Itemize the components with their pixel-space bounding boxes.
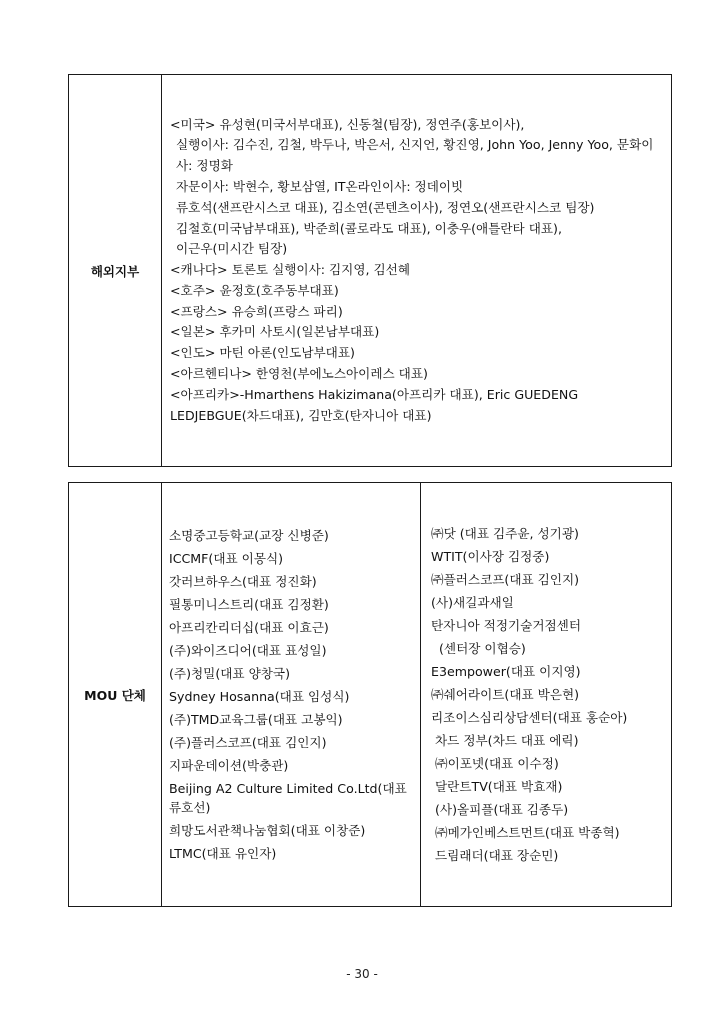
mou-item: (사)새길과새일: [431, 595, 514, 610]
mou-item: ㈜플러스코프(대표 김인지): [431, 572, 580, 587]
overseas-line: <아프리카>-Hmarthens Hakizimana(아프리카 대표), Eric GUEDENG LEDJEBGUE(차드대표), 김만호(탄자니아 대표): [170, 386, 579, 423]
mou-item: ㈜닷 (대표 김주윤, 성기광): [431, 526, 579, 541]
mou-item: 리조이스심리상담센터(대표 홍순아): [431, 710, 628, 725]
mou-item: Sydney Hosanna(대표 임성식): [169, 689, 350, 704]
mou-table: [68, 482, 672, 907]
mou-item: 희망도서관책나눔협회(대표 이창준): [169, 823, 366, 838]
mou-item: ㈜쉐어라이트(대표 박은현): [431, 687, 580, 702]
mou-item: 탄자니아 적정기술거점센터: [431, 618, 581, 633]
mou-left-column: [162, 483, 421, 907]
overseas-line: 김철호(미국남부대표), 박준희(콜로라도 대표), 이충우(애틀란타 대표),: [176, 220, 562, 236]
overseas-line: <미국> 유성현(미국서부대표), 신동철(팀장), 정연주(홍보이사),: [170, 116, 525, 132]
overseas-line: <일본> 후카미 사토시(일본남부대표): [170, 324, 380, 340]
overseas-line: <인도> 마틴 아론(인도남부대표): [170, 345, 355, 361]
mou-item: 차드 정부(차드 대표 에릭): [431, 733, 579, 748]
mou-item: (센터장 이협승): [431, 641, 526, 656]
mou-item: 갓러브하우스(대표 정진화): [169, 574, 317, 589]
mou-item: (주)와이즈디어(대표 표성일): [169, 643, 327, 658]
mou-right-column: [421, 483, 672, 907]
page-number: - 30 -: [346, 967, 378, 981]
mou-item: 소명중고등학교(교장 신병준): [169, 528, 329, 543]
overseas-content: [162, 75, 672, 467]
mou-item: 달란트TV(대표 박효재): [431, 779, 563, 794]
mou-item: (주)청밀(대표 양창국): [169, 666, 290, 681]
mou-item: 드림래더(대표 장순민): [431, 848, 559, 863]
mou-item: ICCMF(대표 이몽식): [169, 551, 284, 566]
overseas-label: 해외지부: [69, 75, 162, 467]
overseas-line: <아르헨티나> 한영천(부에노스아이레스 대표): [170, 366, 428, 382]
overseas-line: <호주> 윤정호(호주동부대표): [170, 282, 339, 298]
mou-item: 아프리칸리더십(대표 이효근): [169, 620, 329, 635]
mou-item: (주)플러스코프(대표 김인지): [169, 735, 327, 750]
overseas-line: <프랑스> 유승희(프랑스 파리): [170, 303, 343, 319]
mou-item: (주)TMD교육그룹(대표 고봉익): [169, 712, 343, 727]
overseas-line: 자문이사: 박현수, 황보삼열, IT온라인이사: 정데이빗: [176, 178, 464, 194]
overseas-line: 실행이사: 김수진, 김철, 박두나, 박은서, 신지언, 황진영, John Yoo, Jenny Yoo, 문화이사: 정명화: [176, 137, 654, 174]
mou-item: ㈜이포넷(대표 이수정): [431, 756, 559, 771]
mou-label: MOU 단체: [69, 483, 162, 907]
mou-item: Beijing A2 Culture Limited Co.Ltd(대표 류호선): [169, 781, 407, 815]
mou-item: LTMC(대표 유인자): [169, 846, 277, 861]
mou-item: (사)올피플(대표 김종두): [431, 802, 569, 817]
overseas-branch-table: [68, 74, 672, 467]
mou-item: E3empower(대표 이지영): [431, 664, 581, 679]
overseas-line: 이근우(미시간 팀장): [176, 241, 288, 257]
overseas-line: 류호석(샌프란시스코 대표), 김소연(콘텐츠이사), 정연오(샌프란시스코 팀장): [176, 199, 595, 215]
overseas-line: <캐나다> 토론토 실행이사: 김지영, 김선혜: [170, 262, 411, 278]
mou-item: ㈜메가인베스트먼트(대표 박종혁): [431, 825, 620, 840]
mou-item: 필통미니스트리(대표 김정환): [169, 597, 329, 612]
mou-item: WTIT(이사장 김정중): [431, 549, 550, 564]
mou-item: 지파운데이션(박충관): [169, 758, 289, 773]
